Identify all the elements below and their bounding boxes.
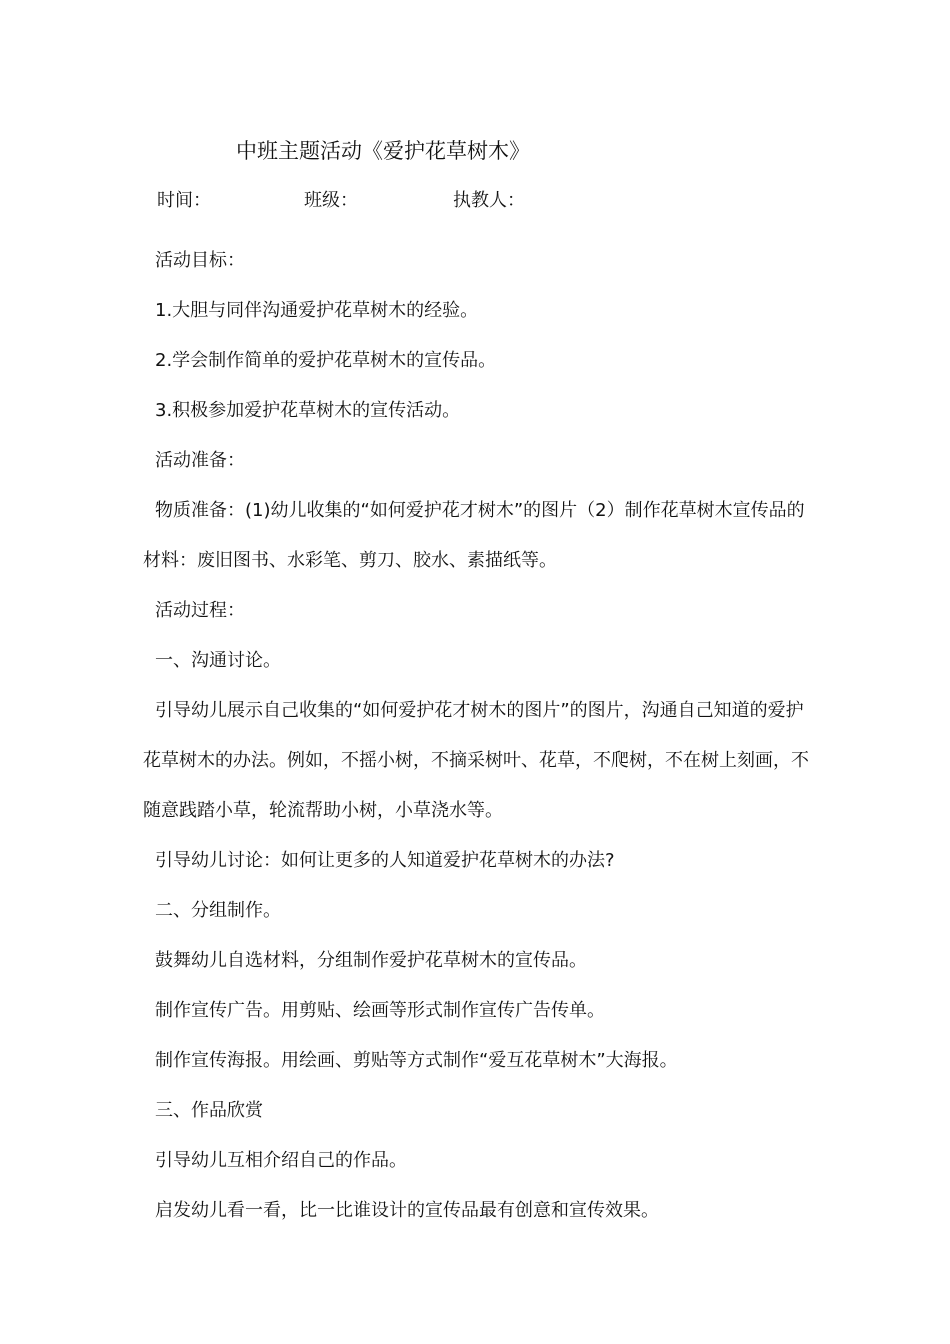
step-heading-3: 三、作品欣赏 (155, 1100, 263, 1121)
step-3-compare: 启发幼儿看一看，比一比谁设计的宣传品最有创意和宣传效果。 (155, 1200, 659, 1221)
step-2-ads: 制作宣传广告。用剪贴、绘画等形式制作宣传广告传单。 (155, 1000, 605, 1021)
goal-item-2: 2.学会制作简单的爱护花草树木的宣传品。 (155, 350, 497, 371)
goal-item-3: 3.积极参加爱护花草树木的宣传活动。 (155, 400, 461, 421)
step-heading-2: 二、分组制作。 (155, 900, 281, 921)
meta-row (157, 186, 757, 216)
step-2-posters: 制作宣传海报。用绘画、剪贴等方式制作“爱互花草树木”大海报。 (155, 1050, 678, 1071)
preparation-materials: 物质准备：(1)幼儿收集的“如何爱护花才树木”的图片（2）制作花草树木宣传品的材料：废旧图书、水彩笔、剪刀、胶水、素描纸等。 (143, 500, 805, 571)
step-1-paragraph: 引导幼儿展示自己收集的“如何爱护花才树木的图片”的图片，沟通自己知道的爱护花草树木的办法。例如，不摇小树，不摘采树叶、花草，不爬树，不在树上刻画，不随意践踏小草，轮流帮助小树，小草浇水等。 (143, 700, 809, 821)
goal-item-1: 1.大胆与同伴沟通爱护花草树木的经验。 (155, 300, 479, 321)
class-label: 班级： (304, 190, 358, 211)
section-heading-goals: 活动目标： (155, 250, 245, 271)
step-3-paragraph: 引导幼儿互相介绍自己的作品。 (155, 1150, 407, 1171)
document-body (143, 236, 811, 1236)
step-1-discussion: 引导幼儿讨论：如何让更多的人知道爱护花草树木的办法? (155, 850, 615, 871)
time-label: 时间： (157, 190, 211, 211)
document-title: 中班主题活动《爱护花草树木》 (236, 139, 530, 163)
step-heading-1: 一、沟通讨论。 (155, 650, 281, 671)
teacher-label: 执教人： (453, 190, 525, 211)
step-2-paragraph: 鼓舞幼儿自选材料，分组制作爱护花草树木的宣传品。 (155, 950, 587, 971)
section-heading-process: 活动过程： (155, 600, 245, 621)
section-heading-preparation: 活动准备： (155, 450, 245, 471)
